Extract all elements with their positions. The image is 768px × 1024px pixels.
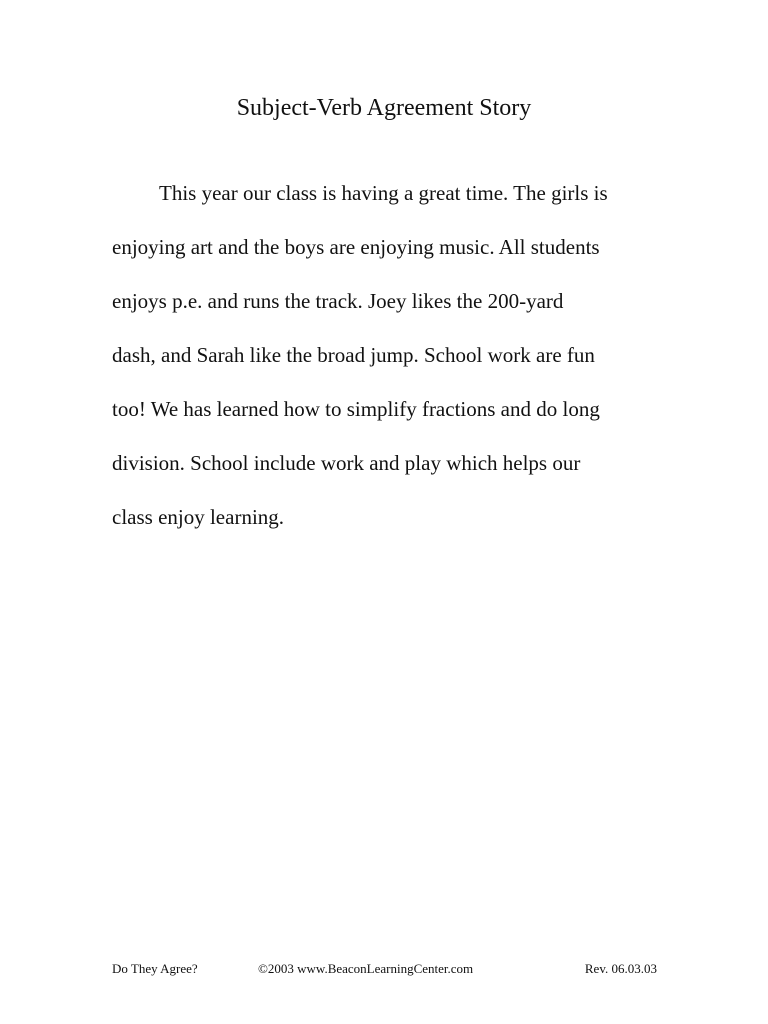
- footer-document-name: Do They Agree?: [112, 961, 198, 976]
- story-line: class enjoy learning.: [112, 505, 285, 529]
- story-line: enjoys p.e. and runs the track. Joey likes the 200-yard: [112, 289, 564, 313]
- story-paragraph: [112, 166, 672, 544]
- footer-copyright: ©2003 www.BeaconLearningCenter.com: [258, 961, 474, 976]
- story-line: dash, and Sarah like the broad jump. School work are fun: [112, 343, 595, 367]
- story-line: enjoying art and the boys are enjoying music. All students: [112, 235, 600, 259]
- footer-revision: Rev. 06.03.03: [584, 961, 657, 976]
- story-line: This year our class is having a great time. The girls is: [159, 181, 608, 205]
- document-title: Subject-Verb Agreement Story: [236, 95, 532, 121]
- story-line: division. School include work and play which helps our: [112, 451, 581, 475]
- story-line: too! We has learned how to simplify fractions and do long: [112, 397, 600, 421]
- page-footer: [112, 959, 657, 979]
